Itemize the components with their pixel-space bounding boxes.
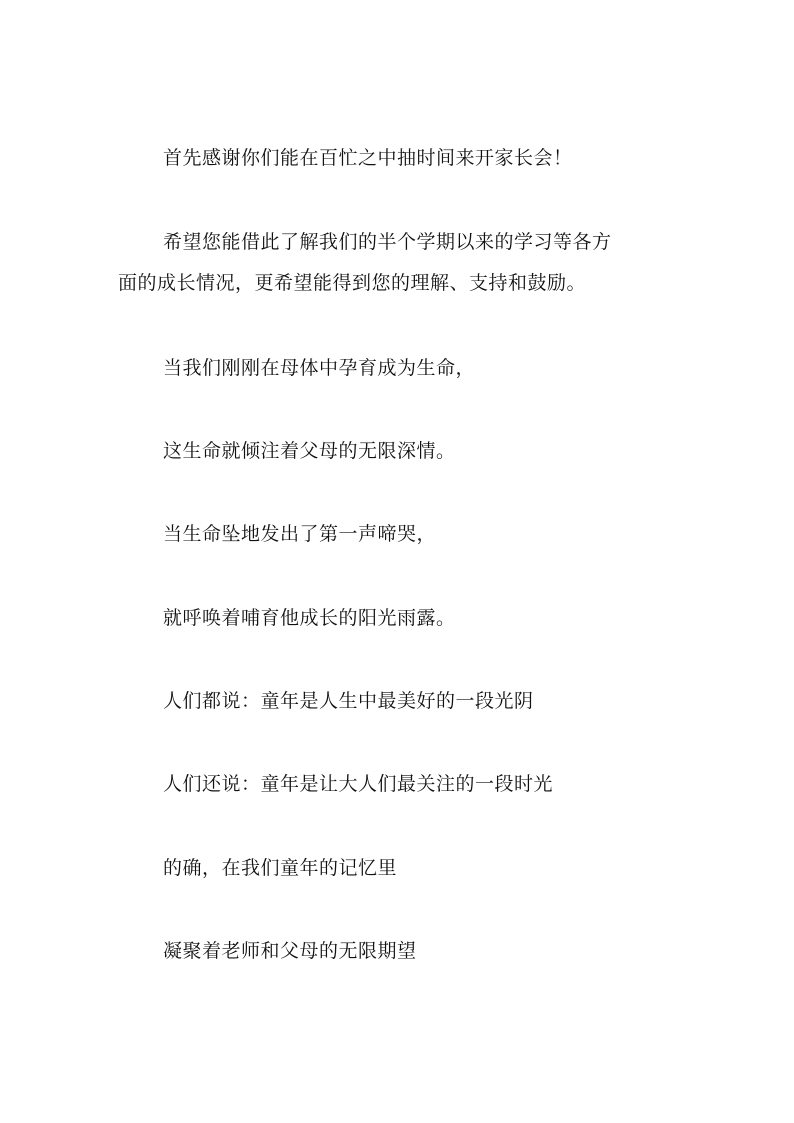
paragraph-line-10: 凝聚着老师和父母的无限期望 <box>163 940 417 962</box>
paragraph-thanks: 首先感谢你们能在百忙之中抽时间来开家长会！ <box>163 147 573 169</box>
paragraph-line-9: 的确，在我们童年的记忆里 <box>163 857 398 879</box>
paragraph-line-6: 就呼唤着哺育他成长的阳光雨露。 <box>163 607 456 629</box>
paragraph-line-7: 人们都说：童年是人生中最美好的一段光阴 <box>163 690 534 712</box>
paragraph-hope-line-1: 希望您能借此了解我们的半个学期以来的学习等各方 <box>163 231 612 253</box>
paragraph-hope-line-2: 面的成长情况，更希望能得到您的理解、支持和鼓励。 <box>118 272 587 294</box>
paragraph-line-8: 人们还说：童年是让大人们最关注的一段时光 <box>163 773 554 795</box>
paragraph-line-3: 当我们刚刚在母体中孕育成为生命， <box>163 357 476 379</box>
paragraph-line-4: 这生命就倾注着父母的无限深情。 <box>163 440 456 462</box>
paragraph-line-5: 当生命坠地发出了第一声啼哭， <box>163 523 437 545</box>
